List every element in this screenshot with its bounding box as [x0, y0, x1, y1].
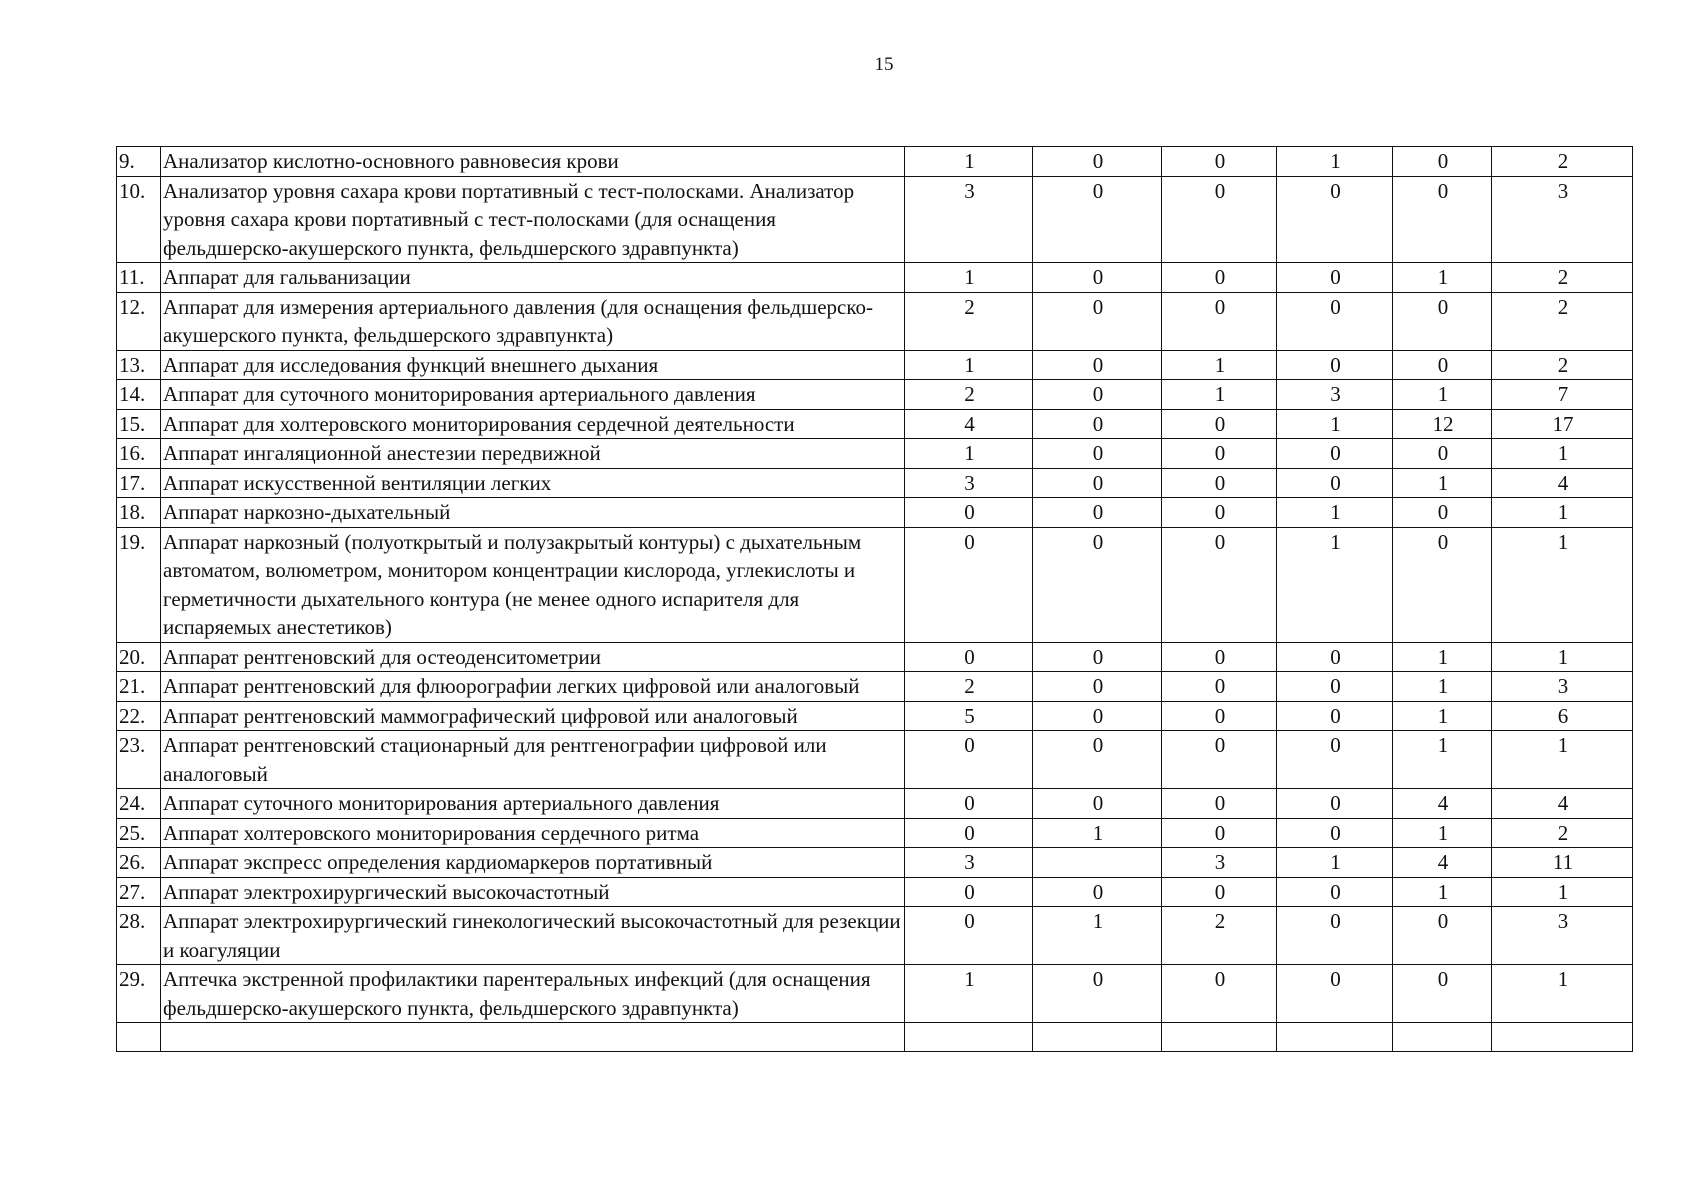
count-value: 1 [1277, 409, 1393, 439]
total-value: 1 [1492, 642, 1633, 672]
total-value: 17 [1492, 409, 1633, 439]
row-number: 23. [117, 731, 161, 789]
count-value: 0 [1277, 439, 1393, 469]
total-value: 11 [1492, 848, 1633, 878]
equipment-name: Анализатор кислотно-основного равновесия крови [161, 147, 905, 177]
count-value: 1 [1033, 907, 1162, 965]
row-number: 21. [117, 672, 161, 702]
equipment-table [116, 146, 1633, 1052]
count-value: 0 [1033, 672, 1162, 702]
table-row [117, 147, 1633, 177]
total-value: 1 [1492, 439, 1633, 469]
count-value: 1 [1162, 380, 1277, 410]
count-value: 1 [1393, 731, 1492, 789]
equipment-name: Аппарат рентгеновский стационарный для рентгенографии цифровой или аналоговый [161, 731, 905, 789]
table-row [117, 818, 1633, 848]
table-row [117, 877, 1633, 907]
count-value: 2 [905, 292, 1033, 350]
total-value: 3 [1492, 176, 1633, 263]
count-value: 1 [1393, 701, 1492, 731]
count-value: 0 [1162, 409, 1277, 439]
count-value: 0 [1033, 409, 1162, 439]
count-value: 0 [1162, 731, 1277, 789]
count-value: 0 [1162, 672, 1277, 702]
total-value: 2 [1492, 292, 1633, 350]
count-value: 0 [1162, 789, 1277, 819]
count-value: 0 [1162, 818, 1277, 848]
count-value: 0 [905, 907, 1033, 965]
equipment-name: Аппарат для суточного мониторирования артериального давления [161, 380, 905, 410]
total-value: 1 [1492, 498, 1633, 528]
table-row [117, 789, 1633, 819]
count-value: 1 [1277, 147, 1393, 177]
table-row [117, 965, 1633, 1023]
empty-cell [1277, 1023, 1393, 1052]
count-value: 0 [1393, 439, 1492, 469]
count-value: 0 [1277, 350, 1393, 380]
equipment-name: Аппарат для холтеровского мониторирования сердечной деятельности [161, 409, 905, 439]
row-number: 15. [117, 409, 161, 439]
count-value: 3 [905, 468, 1033, 498]
count-value: 0 [1277, 292, 1393, 350]
equipment-name: Анализатор уровня сахара крови портативный с тест-полосками. Анализатор уровня сахара крови портативный с тест-полосками (для оснащения фельдшерско-акушерского пункта, фельдшерского здравпункта) [161, 176, 905, 263]
table-body [117, 147, 1633, 1052]
count-value: 0 [1277, 731, 1393, 789]
total-value: 2 [1492, 147, 1633, 177]
count-value: 1 [1277, 498, 1393, 528]
table-row [117, 350, 1633, 380]
count-value: 2 [905, 672, 1033, 702]
page-number: 15 [874, 54, 894, 75]
count-value: 0 [905, 877, 1033, 907]
row-number: 14. [117, 380, 161, 410]
row-number: 20. [117, 642, 161, 672]
total-value: 2 [1492, 818, 1633, 848]
total-value: 6 [1492, 701, 1633, 731]
count-value: 0 [1393, 498, 1492, 528]
row-number: 18. [117, 498, 161, 528]
count-value: 0 [905, 818, 1033, 848]
empty-cell [905, 1023, 1033, 1052]
equipment-name: Аппарат ингаляционной анестезии передвижной [161, 439, 905, 469]
equipment-name: Аппарат искусственной вентиляции легких [161, 468, 905, 498]
count-value: 1 [1393, 468, 1492, 498]
count-value: 3 [905, 848, 1033, 878]
row-number: 13. [117, 350, 161, 380]
empty-cell [1162, 1023, 1277, 1052]
total-value: 3 [1492, 672, 1633, 702]
count-value: 0 [1162, 176, 1277, 263]
total-value: 4 [1492, 789, 1633, 819]
count-value: 1 [1162, 350, 1277, 380]
count-value: 0 [1162, 292, 1277, 350]
table-row [117, 380, 1633, 410]
count-value: 0 [1033, 642, 1162, 672]
empty-cell [1492, 1023, 1633, 1052]
count-value: 0 [1277, 877, 1393, 907]
count-value: 3 [1277, 380, 1393, 410]
count-value: 0 [1033, 263, 1162, 293]
count-value: 1 [905, 263, 1033, 293]
count-value: 1 [1277, 527, 1393, 642]
equipment-table-container [116, 146, 1633, 1052]
count-value: 0 [1162, 147, 1277, 177]
count-value: 2 [905, 380, 1033, 410]
table-row [117, 498, 1633, 528]
table-row [117, 848, 1633, 878]
count-value: 4 [1393, 848, 1492, 878]
row-number: 9. [117, 147, 161, 177]
row-number: 26. [117, 848, 161, 878]
total-value: 2 [1492, 263, 1633, 293]
count-value: 0 [1033, 731, 1162, 789]
count-value: 0 [1033, 176, 1162, 263]
count-value: 0 [1162, 263, 1277, 293]
count-value: 0 [1393, 292, 1492, 350]
equipment-name: Аппарат электрохирургический гинекологический высокочастотный для резекции и коагуляции [161, 907, 905, 965]
count-value: 0 [1162, 439, 1277, 469]
total-value: 4 [1492, 468, 1633, 498]
count-value: 0 [1162, 642, 1277, 672]
total-value: 3 [1492, 907, 1633, 965]
count-value: 0 [1033, 147, 1162, 177]
table-row [117, 642, 1633, 672]
count-value: 0 [1033, 292, 1162, 350]
table-row [117, 292, 1633, 350]
row-number: 28. [117, 907, 161, 965]
count-value: 1 [1033, 818, 1162, 848]
count-value: 3 [905, 176, 1033, 263]
table-row [117, 468, 1633, 498]
equipment-name: Аппарат электрохирургический высокочастотный [161, 877, 905, 907]
count-value: 0 [1277, 642, 1393, 672]
total-value: 1 [1492, 731, 1633, 789]
count-value: 0 [1393, 907, 1492, 965]
row-number: 19. [117, 527, 161, 642]
count-value [1033, 848, 1162, 878]
table-filler-row [117, 1023, 1633, 1052]
equipment-name: Аппарат для гальванизации [161, 263, 905, 293]
table-row [117, 439, 1633, 469]
count-value: 0 [1033, 350, 1162, 380]
count-value: 0 [905, 527, 1033, 642]
row-number: 16. [117, 439, 161, 469]
equipment-name: Аптечка экстренной профилактики парентеральных инфекций (для оснащения фельдшерско-акушерского пункта, фельдшерского здравпункта) [161, 965, 905, 1023]
count-value: 1 [905, 147, 1033, 177]
equipment-name: Аппарат рентгеновский маммографический цифровой или аналоговый [161, 701, 905, 731]
count-value: 3 [1162, 848, 1277, 878]
count-value: 0 [1162, 498, 1277, 528]
count-value: 0 [1393, 350, 1492, 380]
count-value: 1 [1393, 877, 1492, 907]
equipment-name: Аппарат наркозно-дыхательный [161, 498, 905, 528]
total-value: 7 [1492, 380, 1633, 410]
count-value: 0 [1393, 527, 1492, 642]
count-value: 0 [1277, 818, 1393, 848]
count-value: 0 [905, 789, 1033, 819]
equipment-name: Аппарат для измерения артериального давления (для оснащения фельдшерско-акушерского пункта, фельдшерского здравпункта) [161, 292, 905, 350]
count-value: 0 [1277, 965, 1393, 1023]
row-number: 22. [117, 701, 161, 731]
count-value: 0 [1162, 527, 1277, 642]
count-value: 0 [1277, 907, 1393, 965]
row-number: 12. [117, 292, 161, 350]
row-number: 24. [117, 789, 161, 819]
equipment-name: Аппарат рентгеновский для остеоденситометрии [161, 642, 905, 672]
count-value: 0 [1033, 965, 1162, 1023]
count-value: 0 [1033, 877, 1162, 907]
equipment-name: Аппарат наркозный (полуоткрытый и полузакрытый контуры) с дыхательным автоматом, волюметром, монитором концентрации кислорода, углекислоты и герметичности дыхательного контура (не менее одного испарителя для испаряемых анестетиков) [161, 527, 905, 642]
count-value: 1 [1393, 642, 1492, 672]
count-value: 0 [1277, 701, 1393, 731]
count-value: 0 [1277, 672, 1393, 702]
count-value: 0 [1277, 263, 1393, 293]
count-value: 0 [1277, 176, 1393, 263]
row-number: 10. [117, 176, 161, 263]
total-value: 1 [1492, 527, 1633, 642]
count-value: 1 [1393, 672, 1492, 702]
count-value: 0 [1393, 147, 1492, 177]
count-value: 0 [1033, 527, 1162, 642]
table-row [117, 527, 1633, 642]
table-row [117, 672, 1633, 702]
empty-cell [1393, 1023, 1492, 1052]
count-value: 1 [1393, 263, 1492, 293]
count-value: 1 [905, 350, 1033, 380]
count-value: 0 [1033, 380, 1162, 410]
row-number: 17. [117, 468, 161, 498]
count-value: 0 [1277, 468, 1393, 498]
count-value: 1 [905, 965, 1033, 1023]
row-number: 27. [117, 877, 161, 907]
count-value: 1 [905, 439, 1033, 469]
count-value: 0 [1162, 965, 1277, 1023]
equipment-name: Аппарат рентгеновский для флюорографии легких цифровой или аналоговый [161, 672, 905, 702]
count-value: 0 [1162, 468, 1277, 498]
count-value: 2 [1162, 907, 1277, 965]
count-value: 0 [1393, 176, 1492, 263]
table-row [117, 907, 1633, 965]
count-value: 0 [1393, 965, 1492, 1023]
count-value: 0 [1033, 498, 1162, 528]
count-value: 0 [1162, 877, 1277, 907]
table-row [117, 701, 1633, 731]
total-value: 1 [1492, 965, 1633, 1023]
count-value: 0 [905, 642, 1033, 672]
count-value: 1 [1277, 848, 1393, 878]
count-value: 0 [905, 498, 1033, 528]
count-value: 0 [1033, 789, 1162, 819]
empty-cell [1033, 1023, 1162, 1052]
table-row [117, 176, 1633, 263]
count-value: 0 [1033, 468, 1162, 498]
row-number: 29. [117, 965, 161, 1023]
equipment-name: Аппарат экспресс определения кардиомаркеров портативный [161, 848, 905, 878]
row-number: 25. [117, 818, 161, 848]
empty-cell [117, 1023, 161, 1052]
empty-cell [161, 1023, 905, 1052]
count-value: 0 [1277, 789, 1393, 819]
total-value: 1 [1492, 877, 1633, 907]
count-value: 0 [905, 731, 1033, 789]
table-row [117, 409, 1633, 439]
count-value: 1 [1393, 818, 1492, 848]
count-value: 0 [1033, 439, 1162, 469]
count-value: 4 [1393, 789, 1492, 819]
count-value: 5 [905, 701, 1033, 731]
count-value: 1 [1393, 380, 1492, 410]
row-number: 11. [117, 263, 161, 293]
equipment-name: Аппарат для исследования функций внешнего дыхания [161, 350, 905, 380]
equipment-name: Аппарат холтеровского мониторирования сердечного ритма [161, 818, 905, 848]
table-row [117, 263, 1633, 293]
total-value: 2 [1492, 350, 1633, 380]
equipment-name: Аппарат суточного мониторирования артериального давления [161, 789, 905, 819]
table-row [117, 731, 1633, 789]
count-value: 0 [1162, 701, 1277, 731]
count-value: 0 [1033, 701, 1162, 731]
count-value: 12 [1393, 409, 1492, 439]
count-value: 4 [905, 409, 1033, 439]
